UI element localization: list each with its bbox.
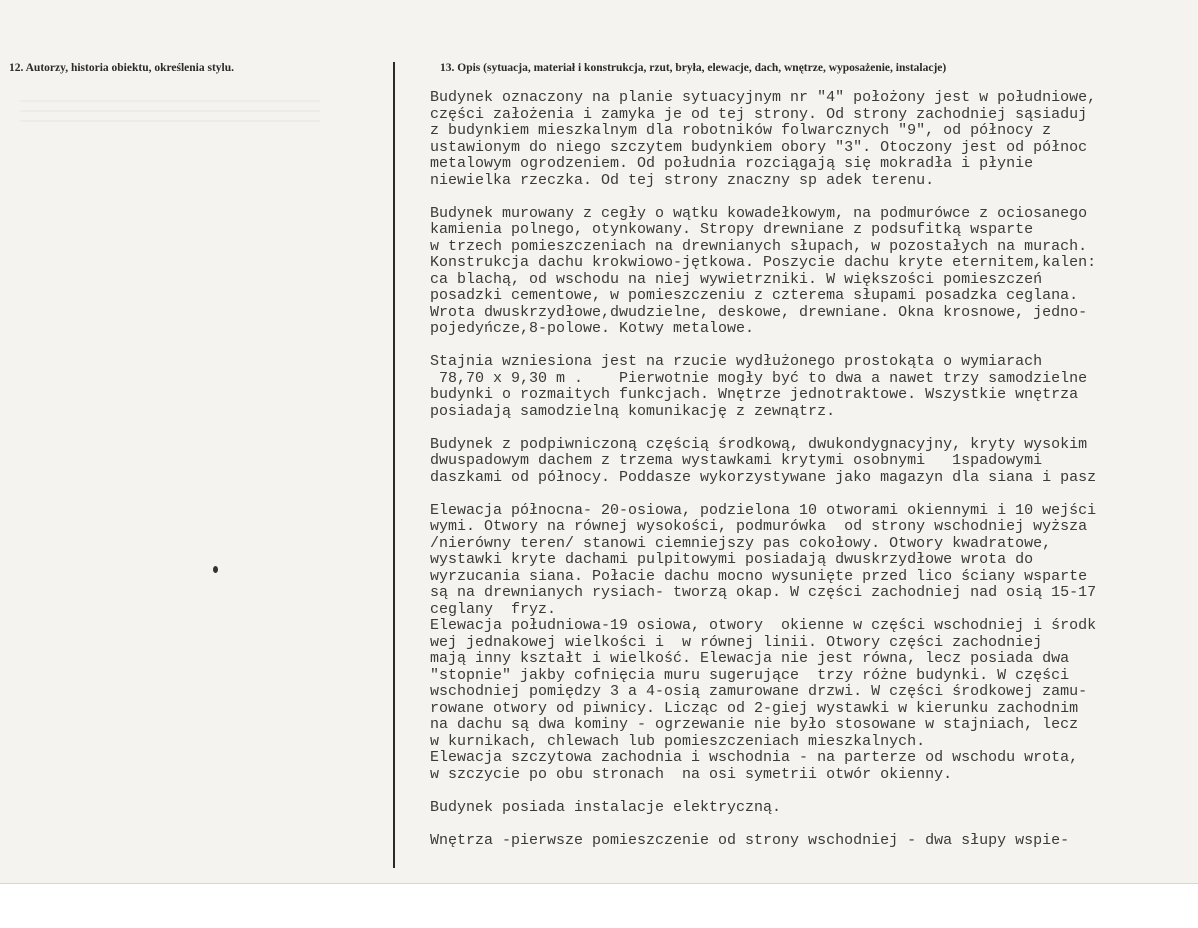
text-line: posiadają samodzielną komunikację z zewnątrz. <box>430 402 836 420</box>
text-line: Budynek murowany z cegły o wątku kowadełkowym, na podmurówce z ociosanego <box>430 204 1088 222</box>
paragraph-gap <box>430 783 1198 800</box>
text-line: Wnętrza -pierwsze pomieszczenie od strony wschodniej - dwa słupy wspie- <box>430 831 1070 849</box>
text-line: wystawki kryte dachami pulpitowymi posiadają dwuskrzydłowe wrota do <box>430 551 1034 568</box>
text-line: części założenia i zamyka je od tej strony. Od strony zachodniej sąsiaduj <box>430 105 1088 123</box>
paragraph-gap <box>430 420 1198 437</box>
text-line: Stajnia wzniesiona jest na rzucie wydłużonego prostokąta o wymiarach <box>430 353 1043 370</box>
text-line: Konstrukcja dachu krokwiowo-jętkowa. Poszycie dachu kryte eternitem,kalen: <box>430 254 1097 271</box>
text-line: Wrota dwuskrzydłowe,dwudzielne, deskowe, drewniane. Okna krosnowe, jedno- <box>430 303 1088 321</box>
paragraph <box>430 833 1198 850</box>
text-line: Budynek z podpiwniczoną częścią środkową, dwukondygnacyjny, kryty wysokim <box>430 435 1088 453</box>
text-line: posadzki cementowe, w pomieszczeniu z czterema słupami posadzka ceglana. <box>430 287 1079 304</box>
text-line: metalowym ogrodzeniem. Od południa rozciągają się mokradła i płynie <box>430 155 1034 172</box>
text-line: ca blachą, od wschodu na niej wywietrzniki. W większości pomieszczeń <box>430 270 1043 288</box>
left-column <box>0 0 392 880</box>
text-line: Elewacja północna- 20-osiowa, podzielona 10 otworami okiennymi i 10 wejści <box>430 501 1097 519</box>
column-divider <box>393 62 395 868</box>
page-bottom-edge <box>0 883 1198 928</box>
text-line: na dachu są dwa kominy - ogrzewanie nie było stosowane w stajniach, lecz <box>430 716 1079 733</box>
ink-spot <box>213 566 218 573</box>
paragraph <box>430 354 1198 420</box>
paragraph-gap <box>430 486 1198 503</box>
faded-text-area <box>20 98 320 130</box>
text-line: w kurnikach, chlewach lub pomieszczeniach mieszkalnych. <box>430 732 926 750</box>
description-text <box>430 90 1198 849</box>
text-line: niewielka rzeczka. Od tej strony znaczny sp adek terenu. <box>430 171 935 189</box>
text-line: dwuspadowym dachem z trzema wystawkami krytymi osobnymi 1spadowymi <box>430 452 1043 469</box>
text-line: ustawionym do niego szczytem budynkiem obory "3". Otoczony jest od północ <box>430 138 1088 156</box>
text-line: są na drewnianych rysiach- tworzą okap. W części zachodniej nad osią 15-17 <box>430 584 1097 601</box>
text-line: budynki o rozmaitych funkcjach. Wnętrze jednotraktowe. Wszystkie wnętrza <box>430 386 1079 403</box>
text-line: "stopnie" jakby cofnięcia muru sugerujące trzy różne budynki. W części <box>430 666 1070 684</box>
paragraph <box>430 503 1198 784</box>
text-line: daszkami od północy. Poddasze wykorzystywane jako magazyn dla siana i pasz <box>430 468 1097 486</box>
text-line: ceglany fryz. <box>430 600 557 618</box>
section-12-header: 12. Autorzy, historia obiektu, określenia stylu. <box>9 62 235 74</box>
text-line: wyrzucania siana. Połacie dachu mocno wysunięte przed lico ściany wsparte <box>430 567 1088 585</box>
text-line: pojedyńcze,8-polowe. Kotwy metalowe. <box>430 320 755 337</box>
paragraph <box>430 90 1198 189</box>
text-line: wschodniej pomiędzy 3 a 4-osią zamurowane drzwi. W części środkowej zamu- <box>430 683 1088 700</box>
text-line: Budynek posiada instalacje elektryczną. <box>430 798 782 816</box>
paragraph-gap <box>430 189 1198 206</box>
text-line: Elewacja szczytowa zachodnia i wschodnia - na parterze od wschodu wrota, <box>430 749 1079 766</box>
text-line: 78,70 x 9,30 m . Pierwotnie mogły być to dwa a nawet trzy samodzielne <box>430 369 1088 387</box>
paragraph <box>430 206 1198 338</box>
section-13-header: 13. Opis (sytuacja, materiał i konstrukcja, rzut, bryła, elewacje, dach, wnętrze, wyposażenie, instalacje) <box>440 62 947 74</box>
paragraph <box>430 437 1198 487</box>
text-line: mają inny kształt i wielkość. Elewacja nie jest równa, lecz posiada dwa <box>430 650 1070 667</box>
text-line: /nierówny teren/ stanowi ciemniejszy pas cokołowy. Otwory kwadratowe, <box>430 534 1052 552</box>
text-line: Budynek oznaczony na planie sytuacyjnym nr "4" położony jest w południowe, <box>430 90 1097 106</box>
paragraph-gap <box>430 816 1198 833</box>
text-line: rowane otwory od piwnicy. Licząc od 2-giej wystawki w kierunku zachodnim <box>430 699 1079 717</box>
paragraph-gap <box>430 338 1198 355</box>
text-line: z budynkiem mieszkalnym dla robotników folwarcznych "9", od północy z <box>430 122 1052 139</box>
paragraph <box>430 800 1198 817</box>
text-line: Elewacja południowa-19 osiowa, otwory okienne w części wschodniej i środk <box>430 617 1097 634</box>
text-line: kamienia polnego, otynkowany. Stropy drewniane z podsufitką wsparte <box>430 221 1034 238</box>
text-line: w szczycie po obu stronach na osi symetrii otwór okienny. <box>430 765 953 783</box>
text-line: wymi. Otwory na równej wysokości, podmurówka od strony wschodniej wyższa <box>430 518 1088 535</box>
text-line: w trzech pomieszczeniach na drewnianych słupach, w pozostałych na murach. <box>430 237 1088 255</box>
text-line: wej jednakowej wielkości i w równej linii. Otwory części zachodniej <box>430 633 1043 651</box>
